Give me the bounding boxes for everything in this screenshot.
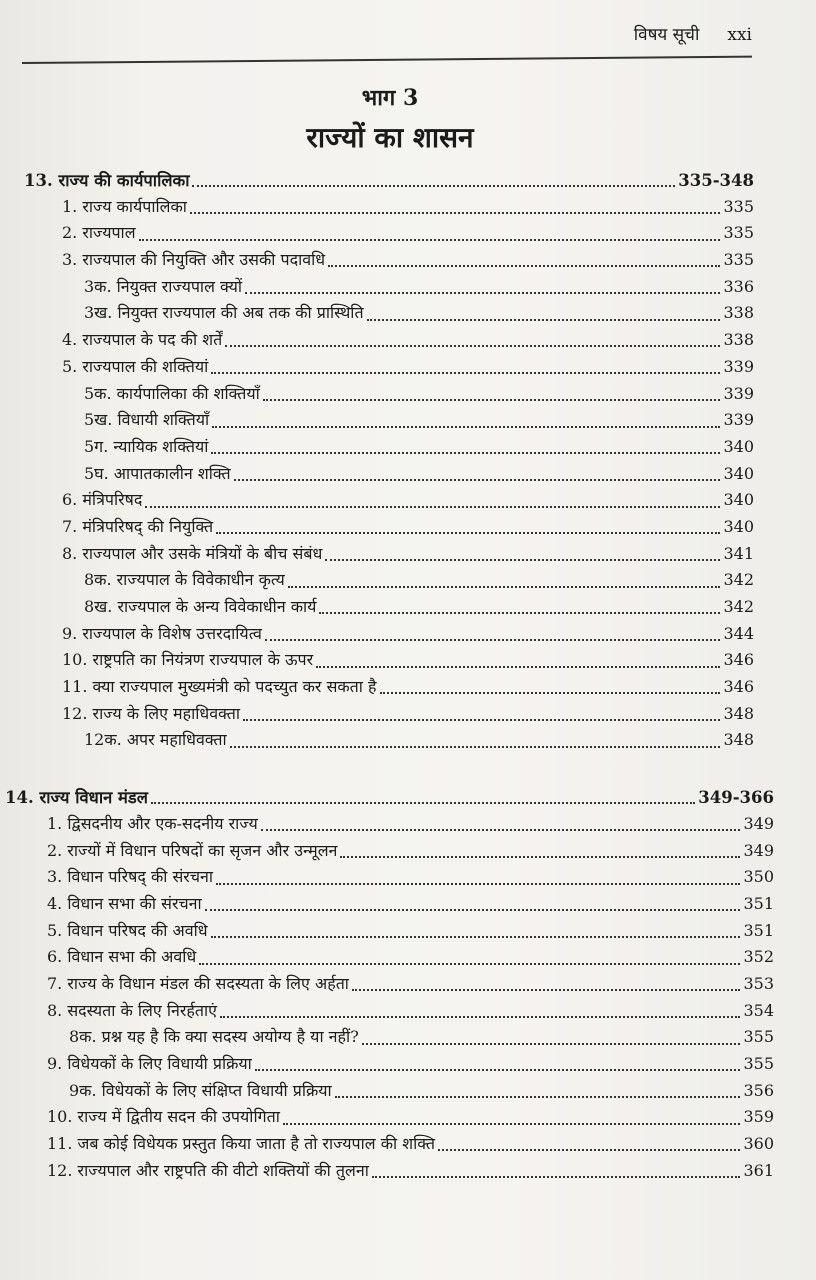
toc-entry-page: 338 [723, 330, 754, 350]
toc-entry-label: 11. जब कोई विधेयक प्रस्तुत किया जाता है तो राज्यपाल की शक्ति [47, 1134, 435, 1154]
toc-subentry [0, 1079, 816, 1106]
toc-entry-label: 5. राज्यपाल की शक्तियां [62, 356, 209, 376]
toc-subentry [0, 728, 816, 755]
toc-entry-page: 361 [743, 1160, 774, 1180]
toc-subentry-label: 9क. विधेयकों के लिए संक्षिप्त विधायी प्रक्रिया [69, 1080, 332, 1100]
dot-leader [325, 559, 720, 561]
toc-subentry-page: 356 [743, 1080, 774, 1100]
chapter-heading-page: 335-348 [678, 171, 754, 190]
toc-entry [0, 812, 816, 839]
toc-subentry-page: 348 [723, 730, 754, 750]
toc-entry [0, 248, 816, 275]
toc-subentry-page: 340 [723, 436, 754, 456]
dot-leader [216, 883, 740, 885]
toc-entry-page: 351 [743, 893, 774, 913]
toc-entry-page: 353 [743, 973, 774, 993]
toc-entry [0, 702, 816, 729]
toc-entry-label: 12. राज्यपाल और राष्ट्रपति की वीटो शक्तियों की तुलना [47, 1160, 369, 1180]
toc-entry-label: 2. राज्यपाल [62, 223, 136, 243]
toc-subentry-label: 5ख. विधायी शक्तियाँ [84, 410, 210, 430]
toc-entry-page: 349 [743, 813, 774, 833]
toc-entry-page: 335 [723, 196, 754, 216]
dot-leader [234, 479, 721, 481]
dot-leader [362, 1043, 741, 1045]
dot-leader [199, 963, 740, 965]
dot-leader [190, 212, 721, 214]
toc-entry-page: 352 [743, 947, 774, 967]
toc-entry-label: 10. राज्य में द्वितीय सदन की उपयोगिता [47, 1107, 280, 1127]
toc-subentry [0, 382, 816, 409]
chapter-heading-label: 13. राज्य की कार्यपालिका [24, 171, 190, 190]
toc-entry [0, 999, 816, 1026]
toc-entry [0, 839, 816, 866]
toc-entry-label: 6. विधान सभा की अवधि [47, 947, 197, 967]
toc-subentry-page: 339 [723, 383, 754, 403]
toc-entry-label: 7. मंत्रिपरिषद् की नियुक्ति [62, 516, 214, 536]
dot-leader [367, 319, 721, 321]
dot-leader [151, 802, 695, 804]
header-rule [22, 56, 752, 64]
dot-leader [220, 1016, 740, 1018]
toc-entry-label: 9. राज्यपाल के विशेष उत्तरदायित्व [62, 623, 262, 643]
toc-subentry-label: 5घ. आपातकालीन शक्ति [84, 463, 231, 483]
table-of-contents [0, 168, 816, 1185]
toc-entry [0, 1052, 816, 1079]
toc-entry-label: 4. राज्यपाल के पद की शर्तें [62, 330, 223, 350]
toc-entry [0, 622, 816, 649]
toc-subentry-label: 8ख. राज्यपाल के अन्य विवेकाधीन कार्य [84, 597, 317, 616]
dot-leader [263, 399, 721, 401]
toc-entry [0, 892, 816, 919]
toc-entry-label: 1. राज्य कार्यपालिका [62, 196, 187, 216]
dot-leader [288, 586, 721, 588]
toc-entry-page: 360 [743, 1134, 774, 1154]
toc-entry-label: 3. राज्यपाल की नियुक्ति और उसकी पदावधि [62, 250, 326, 270]
dot-leader [145, 506, 720, 508]
chapter-spacer [0, 755, 816, 785]
toc-entry-page: 346 [723, 650, 754, 670]
toc-entry [0, 972, 816, 999]
toc-entry-label: 3. विधान परिषद् की संरचना [47, 867, 214, 887]
toc-entry [0, 648, 816, 675]
toc-entry [0, 221, 816, 248]
dot-leader [230, 746, 721, 748]
dot-leader [245, 292, 720, 294]
toc-entry [0, 1132, 816, 1159]
toc-subentry-label: 12क. अपर महाधिवक्ता [84, 730, 227, 750]
toc-entry-page: 339 [723, 356, 754, 376]
toc-subentry-label: 5क. कार्यपालिका की शक्तियाँ [84, 383, 260, 403]
toc-entry-label: 1. द्विसदनीय और एक-सदनीय राज्य [47, 813, 258, 833]
toc-subentry-page: 336 [723, 276, 754, 296]
toc-subentry-label: 8क. प्रश्न यह है कि क्या सदस्य अयोग्य है या नहीं? [69, 1027, 359, 1047]
part-label: भाग 3 [361, 85, 419, 111]
dot-leader [265, 639, 721, 641]
dot-leader [261, 829, 741, 831]
dot-leader [340, 856, 740, 858]
toc-entry-label: 12. राज्य के लिए महाधिवक्ता [62, 703, 240, 723]
part-title: राज्यों का शासन [306, 121, 474, 154]
dot-leader [372, 1176, 741, 1178]
header-section-title: विषय सूची [633, 25, 700, 45]
header-page-number: xxi [727, 25, 752, 45]
toc-entry-page: 354 [743, 1000, 774, 1020]
toc-entry-page: 344 [723, 623, 754, 643]
toc-entry [0, 1105, 816, 1132]
toc-subentry-page: 340 [723, 463, 754, 483]
toc-subentry [0, 568, 816, 595]
dot-leader [316, 666, 720, 668]
toc-entry-page: 351 [743, 920, 774, 940]
toc-entry [0, 542, 816, 569]
toc-subentry [0, 462, 816, 489]
dot-leader [380, 692, 721, 694]
dot-leader [352, 989, 741, 991]
toc-entry-page: 348 [723, 703, 754, 723]
toc-entry [0, 675, 816, 702]
toc-subentry-page: 342 [723, 597, 754, 616]
toc-entry-page: 350 [743, 867, 774, 887]
toc-entry-page: 359 [743, 1107, 774, 1127]
toc-entry-label: 9. विधेयकों के लिए विधायी प्रक्रिया [47, 1054, 252, 1073]
dot-leader [139, 239, 721, 241]
dot-leader [205, 909, 741, 911]
toc-subentry-label: 5ग. न्यायिक शक्तियां [84, 436, 209, 456]
toc-subentry-label: 3क. नियुक्त राज्यपाल क्यों [84, 276, 242, 296]
toc-entry-page: 355 [743, 1054, 774, 1073]
toc-entry-page: 340 [723, 516, 754, 536]
dot-leader [438, 1149, 741, 1151]
toc-subentry [0, 595, 816, 622]
toc-subentry [0, 1025, 816, 1052]
toc-entry [0, 945, 816, 972]
toc-entry-page: 349 [743, 840, 774, 860]
toc-entry [0, 865, 816, 892]
toc-subentry-label: 8क. राज्यपाल के विवेकाधीन कृत्य [84, 570, 285, 590]
toc-subentry [0, 275, 816, 302]
dot-leader [283, 1123, 741, 1125]
running-header [634, 22, 752, 45]
toc-entry-label: 4. विधान सभा की संरचना [47, 893, 202, 913]
toc-subentry [0, 301, 816, 328]
dot-leader [211, 936, 741, 938]
toc-subentry [0, 435, 816, 462]
toc-entry [0, 1159, 816, 1186]
toc-entry [0, 328, 816, 355]
dot-leader [255, 1069, 741, 1071]
dot-leader [192, 185, 675, 187]
toc-entry-page: 340 [723, 490, 754, 510]
toc-entry-label: 5. विधान परिषद की अवधि [47, 920, 208, 940]
dot-leader [319, 612, 720, 614]
toc-entry-page: 335 [723, 250, 754, 270]
toc-subentry-page: 355 [743, 1027, 774, 1047]
toc-entry-label: 11. क्या राज्यपाल मुख्यमंत्री को पदच्युत कर सकता है [62, 677, 377, 697]
toc-entry-label: 2. राज्यों में विधान परिषदों का सृजन और उन्मूलन [47, 840, 338, 860]
toc-entry-label: 8. राज्यपाल और उसके मंत्रियों के बीच संबंध [62, 543, 323, 563]
toc-entry-label: 10. राष्ट्रपति का नियंत्रण राज्यपाल के ऊपर [62, 650, 314, 670]
toc-entry-label: 6. मंत्रिपरिषद [62, 490, 143, 510]
toc-subentry [0, 408, 816, 435]
toc-entry-page: 335 [723, 223, 754, 243]
toc-subentry-page: 338 [723, 303, 754, 323]
chapter-heading [0, 168, 816, 195]
toc-subentry-page: 339 [723, 410, 754, 430]
chapter-heading-page: 349-366 [698, 788, 774, 808]
toc-entry-page: 341 [723, 543, 754, 563]
dot-leader [335, 1096, 741, 1098]
toc-subentry-page: 342 [723, 570, 754, 590]
dot-leader [211, 452, 720, 454]
toc-entry [0, 919, 816, 946]
chapter-heading-label: 14. राज्य विधान मंडल [5, 788, 148, 808]
toc-entry-label: 7. राज्य के विधान मंडल की सदस्यता के लिए अर्हता [47, 973, 349, 993]
chapter-heading [0, 785, 816, 812]
toc-subentry-label: 3ख. नियुक्त राज्यपाल की अब तक की प्रास्थिति [84, 303, 364, 323]
dot-leader [243, 719, 720, 721]
toc-entry [0, 355, 816, 382]
toc-entry [0, 195, 816, 222]
toc-entry-page: 346 [723, 677, 754, 697]
dot-leader [211, 372, 720, 374]
dot-leader [216, 532, 720, 534]
dot-leader [328, 265, 720, 267]
toc-entry-label: 8. सदस्यता के लिए निरर्हताएं [47, 1000, 217, 1020]
toc-entry [0, 488, 816, 515]
dot-leader [225, 345, 720, 347]
dot-leader [212, 426, 720, 428]
toc-entry [0, 515, 816, 542]
